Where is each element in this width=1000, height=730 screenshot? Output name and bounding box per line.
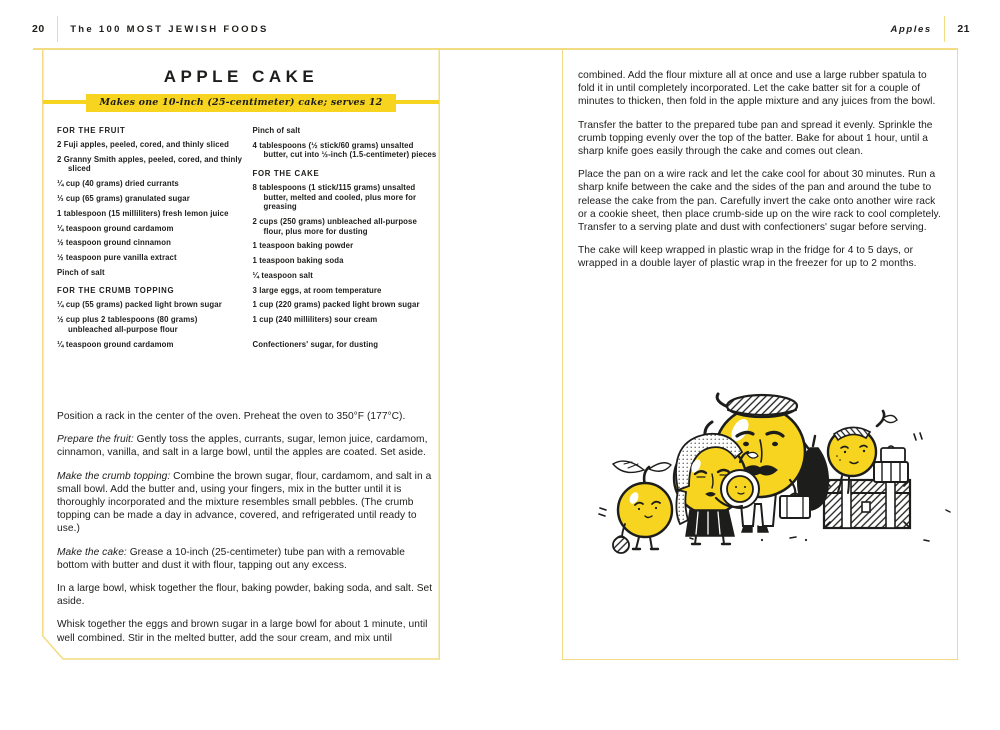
ingredient-spacer [253,330,439,340]
book-title: The 100 MOST JEWISH FOODS [70,23,269,35]
apple-family-illustration [594,390,966,610]
running-head-left [32,16,269,42]
ingredient-item: Confectioners' sugar, for dusting [252,340,379,349]
recipe-paragraph: Prepare the fruit: Gently toss the apples, currants, sugar, lemon juice, cardamom, cinnamon, vanilla, and salt in a large bowl, until the apples are coated. Set aside. [57,434,428,459]
ingredient-section-header: FOR THE FRUIT [57,126,126,135]
recipe-paragraph: Whisk together the eggs and brown sugar in a large bowl for about 1 minute, until well combined. Stir in the melted butter, add the sour cream, and mix until [57,619,428,644]
ingredient-item: 1 tablespoon (15 milliliters) fresh lemon juice [57,208,229,218]
ingredient-item: ¼ cup (40 grams) dried currants [57,179,179,189]
ingredient-item: 2 Fuji apples, peeled, cored, and thinly sliced [57,140,229,149]
page-number-right: 21 [957,23,970,35]
ingredient-section-header: FOR THE CRUMB TOPPING [57,286,175,296]
paragraph-lead: Prepare the fruit: [57,434,134,446]
recipe-paragraph: combined. Add the flour mixture all at once and use a large rubber spatula to fold it in until completely incorporated. Let the cake batter sit for a couple of minutes to thicken, then fold in the apple mixture and any juices from the bowl. [578,70,936,108]
ingredient-item: 1 teaspoon baking powder [252,241,354,251]
ingredient-item: ½ cup plus 2 tablespoons (80 grams) unbleached all-purpose flour [57,315,198,334]
paragraph-lead: Make the cake: [57,546,127,558]
ingredient-item: ⅓ cup (65 grams) granulated sugar [57,193,190,203]
ingredient-item: 2 cups (250 grams) unbleached all-purpose flour, plus more for dusting [252,216,417,236]
suitcase-stack-icon [874,446,908,482]
recipe-paragraph: Transfer the batter to the prepared tube pan and spread it evenly. Sprinkle the crumb topping evenly over the top of the batter. Bake for about 1 hour, until a sharp knife goes easily through the cake and comes out clean. [578,119,933,158]
chapter-title: Apples [890,23,932,35]
ingredient-item: 2 Granny Smith apples, peeled, cored, and thinly sliced [57,154,243,174]
instructions-right [578,69,942,281]
recipe-paragraph: Position a rack in the center of the oven. Preheat the oven to 350°F (177°C). [57,411,406,422]
ingredient-item: Pinch of salt [252,126,301,135]
ingredient-item: ¼ teaspoon salt [252,270,313,280]
ingredient-item: 1 cup (240 milliliters) sour cream [252,315,378,325]
ingredients-column-2 [253,126,439,355]
father-suitcase-icon [780,494,810,519]
ingredient-item: ½ teaspoon ground cinnamon [57,238,171,248]
recipe-paragraph: Make the cake: Grease a 10-inch (25-centimeter) tube pan with a removable bottom with butter and dust it with flour, tapping out any excess. [57,546,405,571]
ingredient-item: 1 teaspoon baking soda [252,256,344,266]
instructions-left [57,410,439,655]
ingredient-item: 4 tablespoons (½ stick/60 grams) unsalted butter, cut into ½-inch (1.5-centimeter) pieces [252,140,437,160]
recipe-paragraph: The cake will keep wrapped in plastic wrap in the fridge for 4 to 5 days, or wrapped in a double layer of plastic wrap in the freezer for up to 2 months. [578,245,917,270]
yield-banner: Makes one 10-inch (25-centimeter) cake; serves 12 [86,94,397,112]
ingredients-column-1 [57,126,243,355]
recipe-paragraph: Place the pan on a wire rack and let the cake cool for about 30 minutes. Run a sharp knife between the cake and the sides of the pan and around the tube to release the cake from the pan. Carefully invert the cake onto another wire rack or a cookie sheet, then place crumb-side up on the wire rack to cool completely. Transfer to a serving plate and dust with confectioners' sugar before serving. [578,169,941,234]
paragraph-lead: Make the crumb topping: [57,470,171,482]
recipe-title: APPLE CAKE [163,67,319,86]
ingredient-item: Pinch of salt [57,267,105,277]
ingredient-item: 8 tablespoons (1 stick/115 grams) unsalted butter, melted and cooled, plus more for greasing [252,182,417,212]
ingredient-item: ¼ teaspoon ground cardamom [57,223,174,233]
child-apple-icon [599,461,672,553]
ingredient-item: ¼ cup (55 grams) packed light brown sugar [57,300,222,310]
page-number-left: 20 [32,23,45,35]
ingredient-item: 3 large eggs, at room temperature [252,285,382,295]
recipe-paragraph: Make the crumb topping: Combine the brown sugar, flour, cardamom, and salt in a small bowl. Add the butter and, using your fingers, mix in the butter until it is thoroughly incorporated and the mixture resembles small pebbles. (The crumb topping can be made a day in advance, covered, and refrigerated until ready to use.) [57,470,432,535]
ingredient-item: 1 cup (220 grams) packed light brown sugar [252,300,420,310]
running-head-right [891,16,970,42]
recipe-paragraph: In a large bowl, whisk together the flour, baking powder, baking soda, and salt. Set aside. [57,583,433,608]
header-divider [944,16,946,42]
header-divider [57,16,59,42]
steamer-trunk-icon [824,480,910,528]
ingredient-item: ½ teaspoon pure vanilla extract [57,253,177,263]
yield-banner-wrap [42,94,440,112]
ingredients-list [57,126,438,355]
ingredient-section-header: FOR THE CAKE [252,168,320,178]
ingredient-item: ¼ teaspoon ground cardamom [57,339,174,349]
